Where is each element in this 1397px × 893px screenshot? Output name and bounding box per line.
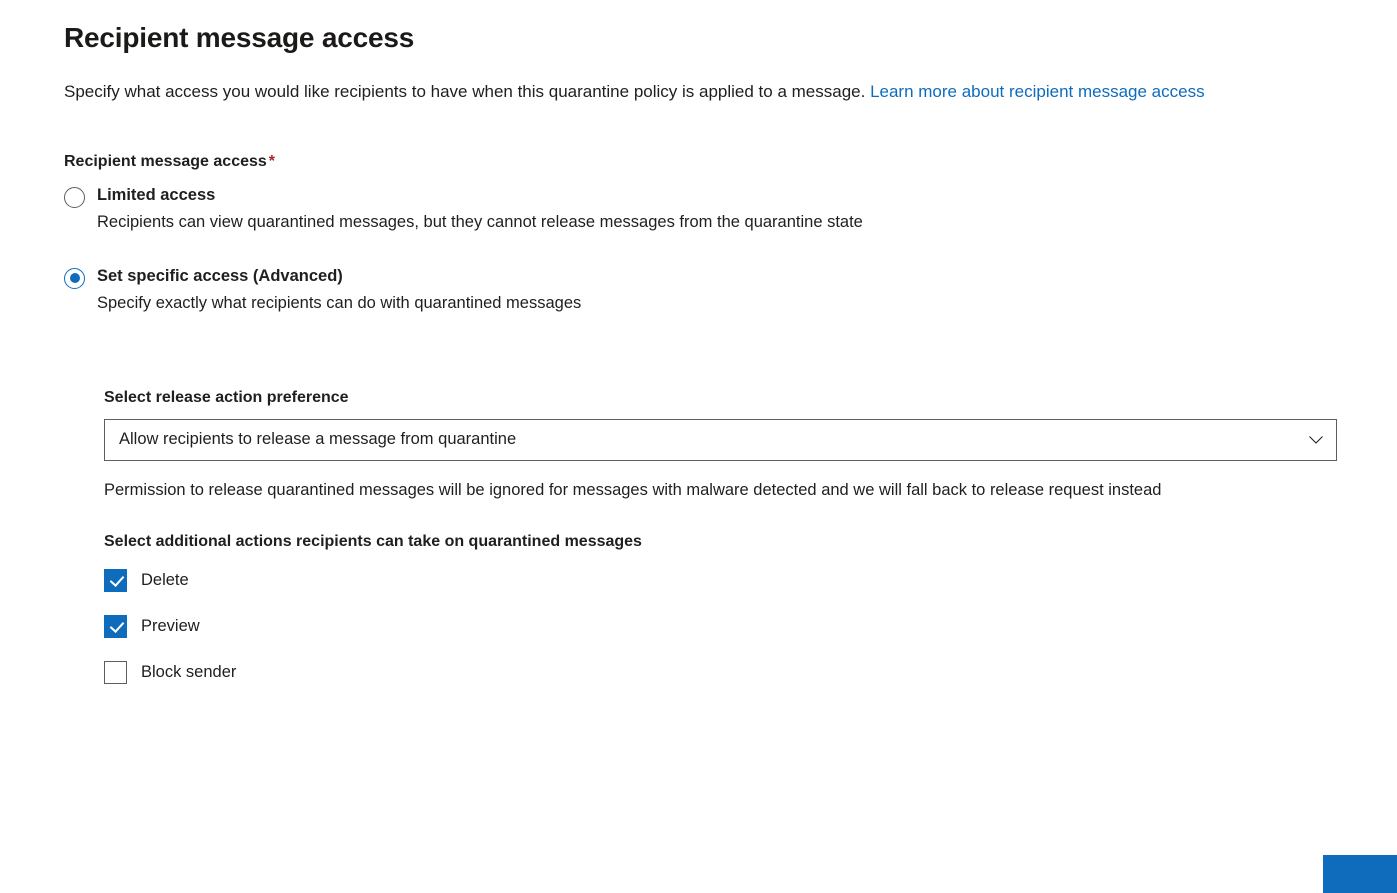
release-action-label: Select release action preference [104, 388, 349, 406]
radio-set-specific-access-description: Specify exactly what recipients can do with quarantined messages [97, 294, 582, 313]
release-action-helper-text: Permission to release quarantined messages will be ignored for messages with malware detected and we will fall back to release request instead [104, 480, 1162, 499]
field-label-text: Recipient message access [64, 152, 267, 170]
chevron-down-icon [1308, 432, 1324, 448]
radio-limited-access-texts [97, 185, 863, 236]
primary-action-button[interactable] [1323, 855, 1397, 893]
recipient-access-radio-group [64, 185, 1337, 317]
radio-set-specific-access-title: Set specific access (Advanced) [97, 266, 343, 285]
checkbox-delete-icon[interactable] [104, 569, 127, 592]
checkbox-row-preview[interactable] [104, 609, 1337, 643]
intro-text: Specify what access you would like recipients to have when this quarantine policy is applied to a message. [64, 82, 871, 101]
advanced-access-section [64, 389, 1337, 689]
release-action-selected-value: Allow recipients to release a message from quarantine [119, 430, 517, 449]
checkbox-block-sender-label: Block sender [141, 662, 237, 681]
checkbox-preview-icon[interactable] [104, 615, 127, 638]
learn-more-link[interactable]: Learn more about recipient message access [870, 82, 1205, 101]
radio-limited-access-title: Limited access [97, 185, 216, 204]
radio-option-set-specific-access[interactable] [64, 266, 1337, 317]
checkbox-preview-label: Preview [141, 616, 200, 635]
radio-limited-access-description: Recipients can view quarantined messages, but they cannot release messages from the quarantine state [97, 213, 863, 232]
radio-limited-access-icon[interactable] [64, 187, 85, 208]
additional-actions-checkbox-list [104, 563, 1337, 689]
radio-set-specific-access-texts [97, 266, 581, 317]
radio-set-specific-access-icon[interactable] [64, 268, 85, 289]
intro-paragraph [64, 78, 1337, 107]
release-action-dropdown[interactable] [104, 419, 1337, 461]
checkbox-block-sender-icon[interactable] [104, 661, 127, 684]
radio-option-limited-access[interactable] [64, 185, 1337, 236]
checkbox-row-block-sender[interactable] [104, 655, 1337, 689]
page-title: Recipient message access [64, 22, 415, 53]
required-asterisk: * [268, 152, 276, 170]
checkbox-row-delete[interactable] [104, 563, 1337, 597]
recipient-message-access-label [64, 153, 1337, 171]
checkbox-delete-label: Delete [141, 570, 189, 589]
additional-actions-label: Select additional actions recipients can take on quarantined messages [104, 533, 642, 551]
